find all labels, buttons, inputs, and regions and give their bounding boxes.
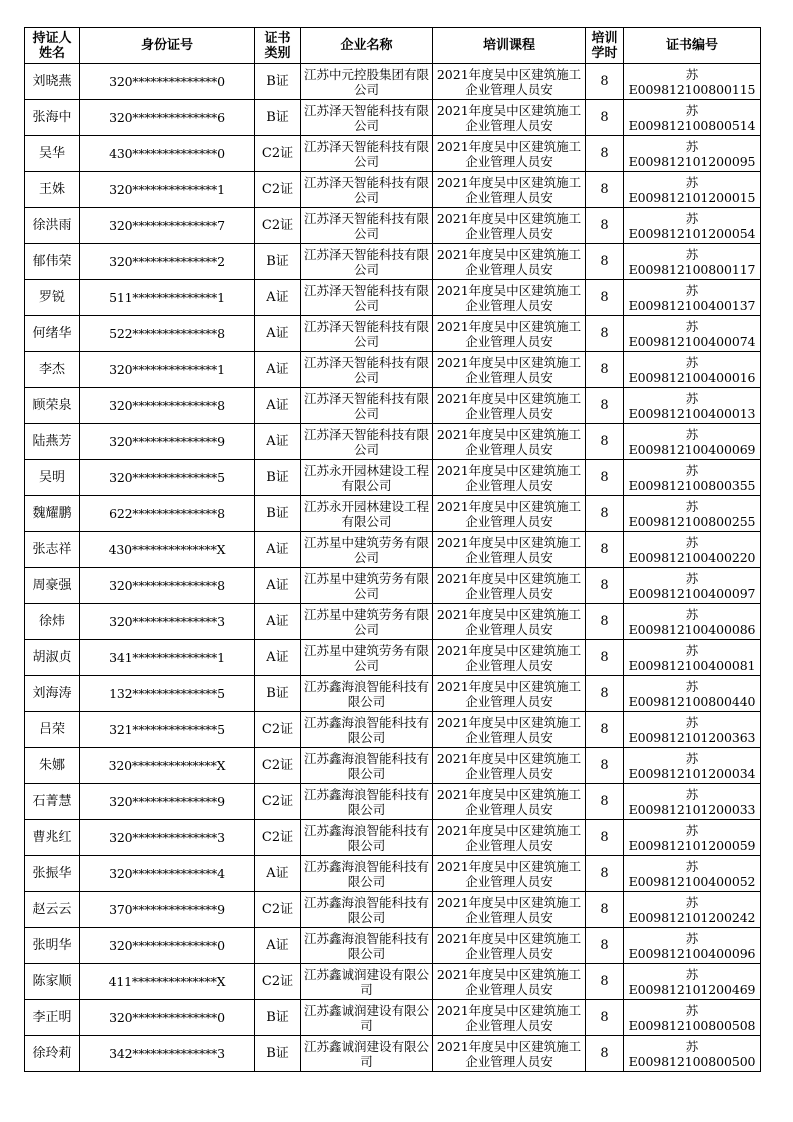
cert-type-cell: C2证 bbox=[255, 784, 301, 820]
table-row bbox=[25, 100, 761, 136]
company-cell bbox=[301, 136, 433, 172]
table-row bbox=[25, 136, 761, 172]
course-cell bbox=[433, 1000, 586, 1036]
header-holder-name: 持证人姓名 bbox=[25, 28, 80, 64]
holder-name-cell: 陆燕芳 bbox=[25, 424, 80, 460]
holder-name-cell: 魏耀鹏 bbox=[25, 496, 80, 532]
course-cell bbox=[433, 64, 586, 100]
header-cert-number: 证书编号 bbox=[624, 28, 761, 64]
course-cell-text: 2021年度吴中区建筑施工企业管理人员安 bbox=[436, 318, 582, 349]
holder-name-cell: 胡淑贞 bbox=[25, 640, 80, 676]
cert-type-cell: B证 bbox=[255, 244, 301, 280]
table-row bbox=[25, 568, 761, 604]
holder-name-cell: 周豪强 bbox=[25, 568, 80, 604]
holder-name-cell: 郁伟荣 bbox=[25, 244, 80, 280]
hours-cell: 8 bbox=[586, 892, 624, 928]
hours-cell: 8 bbox=[586, 244, 624, 280]
course-cell-text: 2021年度吴中区建筑施工企业管理人员安 bbox=[436, 858, 582, 889]
holder-name-cell: 徐炜 bbox=[25, 604, 80, 640]
cert-number-cell: 苏E009812100400074 bbox=[624, 316, 761, 352]
company-cell bbox=[301, 676, 433, 712]
header-company: 企业名称 bbox=[301, 28, 433, 64]
cert-type-cell: A证 bbox=[255, 568, 301, 604]
company-cell bbox=[301, 424, 433, 460]
id-number-cell: 320**************3 bbox=[80, 820, 255, 856]
course-cell bbox=[433, 532, 586, 568]
cert-type-cell: B证 bbox=[255, 1036, 301, 1072]
company-cell bbox=[301, 892, 433, 928]
course-cell-text: 2021年度吴中区建筑施工企业管理人员安 bbox=[436, 570, 582, 601]
course-cell bbox=[433, 388, 586, 424]
cert-type-cell: C2证 bbox=[255, 748, 301, 784]
cert-number-cell: 苏E009812101200242 bbox=[624, 892, 761, 928]
table-row bbox=[25, 424, 761, 460]
hours-cell: 8 bbox=[586, 1036, 624, 1072]
company-cell-text: 江苏鑫诚润建设有限公司 bbox=[303, 1002, 429, 1033]
id-number-cell: 411**************X bbox=[80, 964, 255, 1000]
cert-number-cell: 苏E009812100400016 bbox=[624, 352, 761, 388]
course-cell-text: 2021年度吴中区建筑施工企业管理人员安 bbox=[436, 678, 582, 709]
company-cell-text: 江苏泽天智能科技有限公司 bbox=[303, 390, 429, 421]
company-cell-text: 江苏鑫海浪智能科技有限公司 bbox=[303, 786, 429, 817]
holder-name-cell: 李杰 bbox=[25, 352, 80, 388]
course-cell bbox=[433, 784, 586, 820]
company-cell-text: 江苏星中建筑劳务有限公司 bbox=[303, 570, 429, 601]
header-hours: 培训学时 bbox=[586, 28, 624, 64]
id-number-cell: 320**************3 bbox=[80, 604, 255, 640]
course-cell bbox=[433, 352, 586, 388]
company-cell-text: 江苏泽天智能科技有限公司 bbox=[303, 354, 429, 385]
table-row bbox=[25, 1036, 761, 1072]
course-cell bbox=[433, 748, 586, 784]
company-cell bbox=[301, 1036, 433, 1072]
holder-name-cell: 顾荣泉 bbox=[25, 388, 80, 424]
table-row bbox=[25, 208, 761, 244]
company-cell bbox=[301, 352, 433, 388]
cert-type-cell: C2证 bbox=[255, 208, 301, 244]
course-cell-text: 2021年度吴中区建筑施工企业管理人员安 bbox=[436, 966, 582, 997]
hours-cell: 8 bbox=[586, 460, 624, 496]
company-cell-text: 江苏鑫海浪智能科技有限公司 bbox=[303, 894, 429, 925]
holder-name-cell: 张海中 bbox=[25, 100, 80, 136]
holder-name-cell: 何绪华 bbox=[25, 316, 80, 352]
course-cell-text: 2021年度吴中区建筑施工企业管理人员安 bbox=[436, 174, 582, 205]
holder-name-cell: 吴华 bbox=[25, 136, 80, 172]
company-cell bbox=[301, 856, 433, 892]
table-row bbox=[25, 784, 761, 820]
company-cell bbox=[301, 1000, 433, 1036]
company-cell bbox=[301, 928, 433, 964]
hours-cell: 8 bbox=[586, 496, 624, 532]
course-cell-text: 2021年度吴中区建筑施工企业管理人员安 bbox=[436, 390, 582, 421]
holder-name-cell: 张振华 bbox=[25, 856, 80, 892]
company-cell-text: 江苏永开园林建设工程有限公司 bbox=[303, 498, 429, 529]
table-row bbox=[25, 748, 761, 784]
table-row bbox=[25, 496, 761, 532]
cert-type-cell: B证 bbox=[255, 460, 301, 496]
id-number-cell: 511**************1 bbox=[80, 280, 255, 316]
hours-cell: 8 bbox=[586, 820, 624, 856]
course-cell-text: 2021年度吴中区建筑施工企业管理人员安 bbox=[436, 1038, 582, 1069]
company-cell-text: 江苏中元控股集团有限公司 bbox=[303, 66, 429, 97]
course-cell bbox=[433, 964, 586, 1000]
cert-number-cell: 苏E009812101200095 bbox=[624, 136, 761, 172]
cert-type-cell: B证 bbox=[255, 1000, 301, 1036]
hours-cell: 8 bbox=[586, 100, 624, 136]
cert-number-cell: 苏E009812101200015 bbox=[624, 172, 761, 208]
holder-name-cell: 张明华 bbox=[25, 928, 80, 964]
cert-number-cell: 苏E009812100400013 bbox=[624, 388, 761, 424]
cert-number-cell: 苏E009812100400081 bbox=[624, 640, 761, 676]
id-number-cell: 320**************8 bbox=[80, 568, 255, 604]
course-cell bbox=[433, 136, 586, 172]
table-row bbox=[25, 892, 761, 928]
hours-cell: 8 bbox=[586, 964, 624, 1000]
cert-number-cell: 苏E009812101200469 bbox=[624, 964, 761, 1000]
company-cell-text: 江苏鑫海浪智能科技有限公司 bbox=[303, 714, 429, 745]
course-cell bbox=[433, 424, 586, 460]
holder-name-cell: 王姝 bbox=[25, 172, 80, 208]
holder-name-cell: 吕荣 bbox=[25, 712, 80, 748]
course-cell-text: 2021年度吴中区建筑施工企业管理人员安 bbox=[436, 282, 582, 313]
hours-cell: 8 bbox=[586, 928, 624, 964]
id-number-cell: 132**************5 bbox=[80, 676, 255, 712]
hours-cell: 8 bbox=[586, 604, 624, 640]
id-number-cell: 430**************X bbox=[80, 532, 255, 568]
id-number-cell: 370**************9 bbox=[80, 892, 255, 928]
id-number-cell: 320**************1 bbox=[80, 172, 255, 208]
company-cell bbox=[301, 208, 433, 244]
hours-cell: 8 bbox=[586, 136, 624, 172]
company-cell-text: 江苏泽天智能科技有限公司 bbox=[303, 210, 429, 241]
table-row bbox=[25, 460, 761, 496]
cert-number-cell: 苏E009812100800514 bbox=[624, 100, 761, 136]
course-cell bbox=[433, 496, 586, 532]
course-cell-text: 2021年度吴中区建筑施工企业管理人员安 bbox=[436, 894, 582, 925]
course-cell-text: 2021年度吴中区建筑施工企业管理人员安 bbox=[436, 930, 582, 961]
company-cell bbox=[301, 640, 433, 676]
cert-type-cell: A证 bbox=[255, 604, 301, 640]
hours-cell: 8 bbox=[586, 280, 624, 316]
id-number-cell: 341**************1 bbox=[80, 640, 255, 676]
company-cell-text: 江苏永开园林建设工程有限公司 bbox=[303, 462, 429, 493]
id-number-cell: 320**************6 bbox=[80, 100, 255, 136]
holder-name-cell: 石菁慧 bbox=[25, 784, 80, 820]
course-cell-text: 2021年度吴中区建筑施工企业管理人员安 bbox=[436, 1002, 582, 1033]
header-course: 培训课程 bbox=[433, 28, 586, 64]
cert-type-cell: C2证 bbox=[255, 820, 301, 856]
cert-type-cell: A证 bbox=[255, 388, 301, 424]
table-row bbox=[25, 676, 761, 712]
cert-number-cell: 苏E009812100800355 bbox=[624, 460, 761, 496]
cert-type-cell: A证 bbox=[255, 856, 301, 892]
course-cell bbox=[433, 316, 586, 352]
company-cell-text: 江苏泽天智能科技有限公司 bbox=[303, 246, 429, 277]
hours-cell: 8 bbox=[586, 64, 624, 100]
cert-number-cell: 苏E009812100400069 bbox=[624, 424, 761, 460]
course-cell-text: 2021年度吴中区建筑施工企业管理人员安 bbox=[436, 786, 582, 817]
cert-type-cell: A证 bbox=[255, 640, 301, 676]
holder-name-cell: 徐洪雨 bbox=[25, 208, 80, 244]
holder-name-cell: 朱娜 bbox=[25, 748, 80, 784]
course-cell-text: 2021年度吴中区建筑施工企业管理人员安 bbox=[436, 714, 582, 745]
id-number-cell: 320**************5 bbox=[80, 460, 255, 496]
table-row bbox=[25, 604, 761, 640]
course-cell bbox=[433, 820, 586, 856]
hours-cell: 8 bbox=[586, 352, 624, 388]
course-cell bbox=[433, 928, 586, 964]
hours-cell: 8 bbox=[586, 712, 624, 748]
cert-number-cell: 苏E009812100400052 bbox=[624, 856, 761, 892]
cert-type-cell: B证 bbox=[255, 64, 301, 100]
id-number-cell: 320**************9 bbox=[80, 424, 255, 460]
id-number-cell: 320**************X bbox=[80, 748, 255, 784]
course-cell bbox=[433, 172, 586, 208]
hours-cell: 8 bbox=[586, 784, 624, 820]
course-cell bbox=[433, 100, 586, 136]
company-cell bbox=[301, 748, 433, 784]
holder-name-cell: 曹兆红 bbox=[25, 820, 80, 856]
holder-name-cell: 张志祥 bbox=[25, 532, 80, 568]
id-number-cell: 320**************0 bbox=[80, 1000, 255, 1036]
hours-cell: 8 bbox=[586, 676, 624, 712]
hours-cell: 8 bbox=[586, 856, 624, 892]
company-cell-text: 江苏泽天智能科技有限公司 bbox=[303, 174, 429, 205]
company-cell bbox=[301, 460, 433, 496]
company-cell bbox=[301, 388, 433, 424]
table-row bbox=[25, 280, 761, 316]
company-cell bbox=[301, 280, 433, 316]
course-cell bbox=[433, 676, 586, 712]
table-row bbox=[25, 712, 761, 748]
company-cell-text: 江苏鑫海浪智能科技有限公司 bbox=[303, 930, 429, 961]
certificate-table-page bbox=[24, 27, 760, 1072]
id-number-cell: 320**************7 bbox=[80, 208, 255, 244]
holder-name-cell: 罗锐 bbox=[25, 280, 80, 316]
holder-name-cell: 李正明 bbox=[25, 1000, 80, 1036]
company-cell-text: 江苏鑫海浪智能科技有限公司 bbox=[303, 858, 429, 889]
company-cell-text: 江苏鑫海浪智能科技有限公司 bbox=[303, 822, 429, 853]
company-cell-text: 江苏泽天智能科技有限公司 bbox=[303, 138, 429, 169]
cert-number-cell: 苏E009812100400137 bbox=[624, 280, 761, 316]
company-cell-text: 江苏星中建筑劳务有限公司 bbox=[303, 534, 429, 565]
table-row bbox=[25, 964, 761, 1000]
id-number-cell: 320**************2 bbox=[80, 244, 255, 280]
cert-number-cell: 苏E009812101200034 bbox=[624, 748, 761, 784]
cert-number-cell: 苏E009812100400086 bbox=[624, 604, 761, 640]
certificate-table bbox=[24, 27, 761, 1072]
cert-number-cell: 苏E009812100400096 bbox=[624, 928, 761, 964]
table-row bbox=[25, 640, 761, 676]
cert-type-cell: A证 bbox=[255, 532, 301, 568]
course-cell-text: 2021年度吴中区建筑施工企业管理人员安 bbox=[436, 210, 582, 241]
course-cell-text: 2021年度吴中区建筑施工企业管理人员安 bbox=[436, 642, 582, 673]
table-row bbox=[25, 64, 761, 100]
company-cell-text: 江苏泽天智能科技有限公司 bbox=[303, 282, 429, 313]
id-number-cell: 622**************8 bbox=[80, 496, 255, 532]
course-cell bbox=[433, 892, 586, 928]
table-row bbox=[25, 352, 761, 388]
cert-number-cell: 苏E009812100800500 bbox=[624, 1036, 761, 1072]
course-cell-text: 2021年度吴中区建筑施工企业管理人员安 bbox=[436, 462, 582, 493]
cert-type-cell: C2证 bbox=[255, 892, 301, 928]
company-cell bbox=[301, 100, 433, 136]
holder-name-cell: 吴明 bbox=[25, 460, 80, 496]
course-cell-text: 2021年度吴中区建筑施工企业管理人员安 bbox=[436, 822, 582, 853]
cert-type-cell: B证 bbox=[255, 100, 301, 136]
id-number-cell: 342**************3 bbox=[80, 1036, 255, 1072]
company-cell bbox=[301, 820, 433, 856]
hours-cell: 8 bbox=[586, 1000, 624, 1036]
table-row bbox=[25, 1000, 761, 1036]
course-cell bbox=[433, 460, 586, 496]
cert-type-cell: A证 bbox=[255, 280, 301, 316]
cert-type-cell: B证 bbox=[255, 676, 301, 712]
course-cell bbox=[433, 568, 586, 604]
course-cell-text: 2021年度吴中区建筑施工企业管理人员安 bbox=[436, 66, 582, 97]
cert-type-cell: C2证 bbox=[255, 712, 301, 748]
cert-number-cell: 苏E009812100800508 bbox=[624, 1000, 761, 1036]
company-cell-text: 江苏星中建筑劳务有限公司 bbox=[303, 606, 429, 637]
course-cell bbox=[433, 640, 586, 676]
table-row bbox=[25, 388, 761, 424]
id-number-cell: 320**************9 bbox=[80, 784, 255, 820]
company-cell bbox=[301, 496, 433, 532]
course-cell-text: 2021年度吴中区建筑施工企业管理人员安 bbox=[436, 606, 582, 637]
header-id-number: 身份证号 bbox=[80, 28, 255, 64]
company-cell bbox=[301, 604, 433, 640]
header-cert-type: 证书类别 bbox=[255, 28, 301, 64]
holder-name-cell: 赵云云 bbox=[25, 892, 80, 928]
cert-number-cell: 苏E009812100800117 bbox=[624, 244, 761, 280]
course-cell bbox=[433, 856, 586, 892]
table-row bbox=[25, 856, 761, 892]
course-cell-text: 2021年度吴中区建筑施工企业管理人员安 bbox=[436, 534, 582, 565]
course-cell-text: 2021年度吴中区建筑施工企业管理人员安 bbox=[436, 426, 582, 457]
course-cell bbox=[433, 244, 586, 280]
id-number-cell: 320**************8 bbox=[80, 388, 255, 424]
company-cell bbox=[301, 316, 433, 352]
cert-number-cell: 苏E009812100400097 bbox=[624, 568, 761, 604]
company-cell bbox=[301, 532, 433, 568]
id-number-cell: 320**************0 bbox=[80, 928, 255, 964]
table-row bbox=[25, 172, 761, 208]
cert-number-cell: 苏E009812101200033 bbox=[624, 784, 761, 820]
company-cell-text: 江苏泽天智能科技有限公司 bbox=[303, 318, 429, 349]
course-cell bbox=[433, 208, 586, 244]
id-number-cell: 320**************1 bbox=[80, 352, 255, 388]
company-cell bbox=[301, 64, 433, 100]
cert-type-cell: A证 bbox=[255, 928, 301, 964]
hours-cell: 8 bbox=[586, 424, 624, 460]
table-row bbox=[25, 532, 761, 568]
course-cell bbox=[433, 280, 586, 316]
hours-cell: 8 bbox=[586, 568, 624, 604]
holder-name-cell: 刘海涛 bbox=[25, 676, 80, 712]
company-cell-text: 江苏鑫海浪智能科技有限公司 bbox=[303, 750, 429, 781]
id-number-cell: 320**************4 bbox=[80, 856, 255, 892]
cert-number-cell: 苏E009812101200054 bbox=[624, 208, 761, 244]
cert-type-cell: A证 bbox=[255, 316, 301, 352]
holder-name-cell: 刘晓燕 bbox=[25, 64, 80, 100]
cert-type-cell: B证 bbox=[255, 496, 301, 532]
company-cell-text: 江苏鑫诚润建设有限公司 bbox=[303, 966, 429, 997]
hours-cell: 8 bbox=[586, 532, 624, 568]
course-cell-text: 2021年度吴中区建筑施工企业管理人员安 bbox=[436, 750, 582, 781]
table-header-row bbox=[25, 28, 761, 64]
hours-cell: 8 bbox=[586, 748, 624, 784]
table-row bbox=[25, 244, 761, 280]
id-number-cell: 522**************8 bbox=[80, 316, 255, 352]
company-cell-text: 江苏星中建筑劳务有限公司 bbox=[303, 642, 429, 673]
company-cell bbox=[301, 964, 433, 1000]
course-cell-text: 2021年度吴中区建筑施工企业管理人员安 bbox=[436, 354, 582, 385]
company-cell-text: 江苏鑫海浪智能科技有限公司 bbox=[303, 678, 429, 709]
course-cell bbox=[433, 604, 586, 640]
cert-number-cell: 苏E009812100400220 bbox=[624, 532, 761, 568]
cert-type-cell: C2证 bbox=[255, 964, 301, 1000]
company-cell bbox=[301, 172, 433, 208]
table-row bbox=[25, 316, 761, 352]
company-cell bbox=[301, 712, 433, 748]
course-cell bbox=[433, 712, 586, 748]
company-cell bbox=[301, 568, 433, 604]
holder-name-cell: 陈家顺 bbox=[25, 964, 80, 1000]
cert-number-cell: 苏E009812100800440 bbox=[624, 676, 761, 712]
course-cell-text: 2021年度吴中区建筑施工企业管理人员安 bbox=[436, 138, 582, 169]
holder-name-cell: 徐玲莉 bbox=[25, 1036, 80, 1072]
cert-type-cell: C2证 bbox=[255, 136, 301, 172]
table-row bbox=[25, 820, 761, 856]
cert-number-cell: 苏E009812100800255 bbox=[624, 496, 761, 532]
id-number-cell: 320**************0 bbox=[80, 64, 255, 100]
company-cell bbox=[301, 244, 433, 280]
hours-cell: 8 bbox=[586, 172, 624, 208]
course-cell-text: 2021年度吴中区建筑施工企业管理人员安 bbox=[436, 246, 582, 277]
company-cell-text: 江苏泽天智能科技有限公司 bbox=[303, 102, 429, 133]
hours-cell: 8 bbox=[586, 208, 624, 244]
cert-type-cell: C2证 bbox=[255, 172, 301, 208]
cert-type-cell: A证 bbox=[255, 352, 301, 388]
cert-number-cell: 苏E009812100800115 bbox=[624, 64, 761, 100]
id-number-cell: 321**************5 bbox=[80, 712, 255, 748]
cert-number-cell: 苏E009812101200363 bbox=[624, 712, 761, 748]
cert-number-cell: 苏E009812101200059 bbox=[624, 820, 761, 856]
company-cell bbox=[301, 784, 433, 820]
course-cell bbox=[433, 1036, 586, 1072]
company-cell-text: 江苏鑫诚润建设有限公司 bbox=[303, 1038, 429, 1069]
course-cell-text: 2021年度吴中区建筑施工企业管理人员安 bbox=[436, 102, 582, 133]
id-number-cell: 430**************0 bbox=[80, 136, 255, 172]
course-cell-text: 2021年度吴中区建筑施工企业管理人员安 bbox=[436, 498, 582, 529]
hours-cell: 8 bbox=[586, 316, 624, 352]
company-cell-text: 江苏泽天智能科技有限公司 bbox=[303, 426, 429, 457]
cert-type-cell: A证 bbox=[255, 424, 301, 460]
hours-cell: 8 bbox=[586, 640, 624, 676]
table-row bbox=[25, 928, 761, 964]
hours-cell: 8 bbox=[586, 388, 624, 424]
